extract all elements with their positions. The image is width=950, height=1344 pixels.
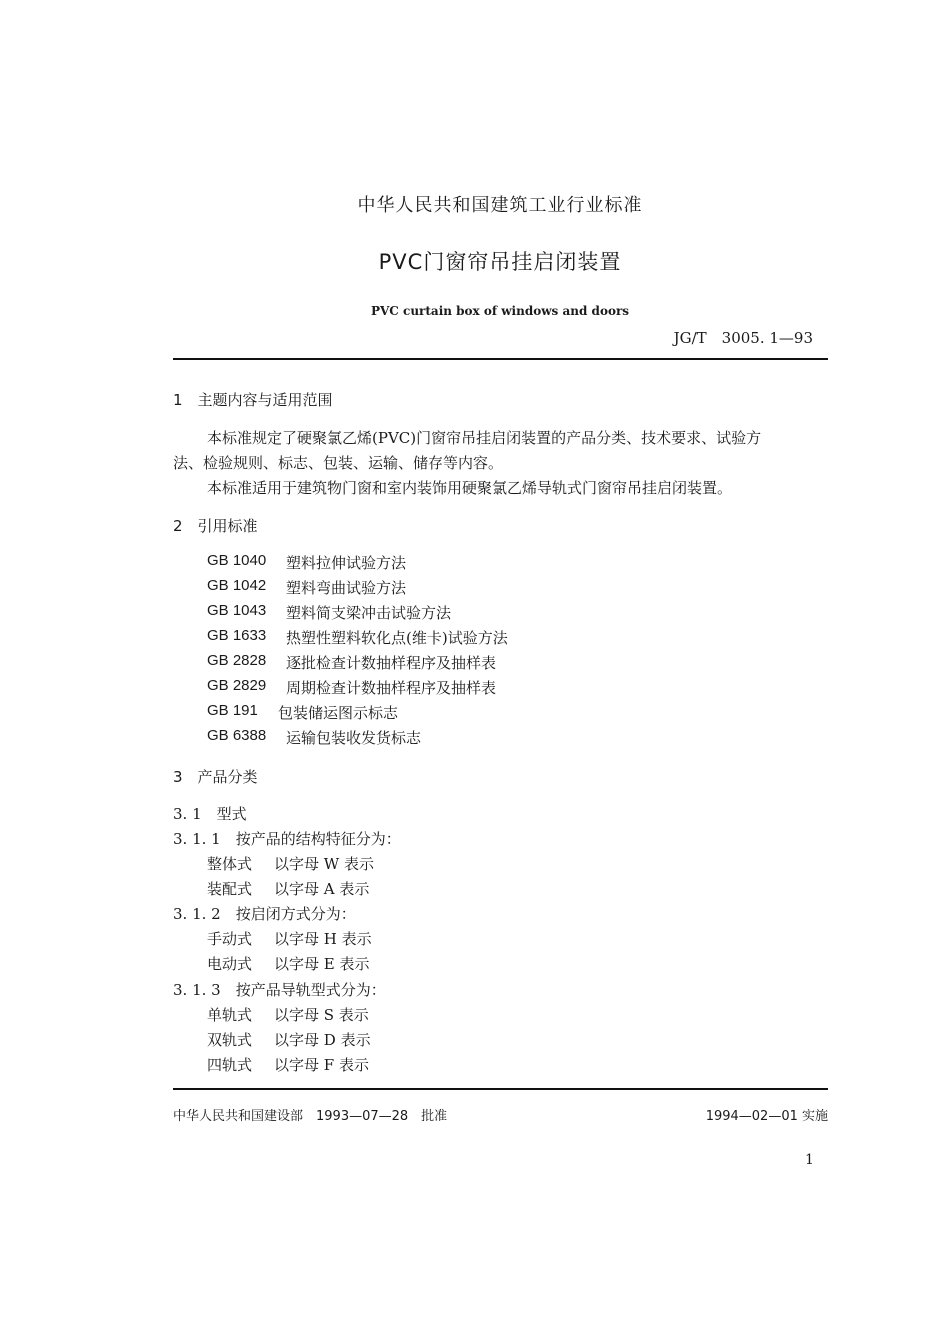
reference-code: GB 2829 <box>207 677 267 694</box>
reference-title: 塑料弯曲试验方法 <box>286 579 407 597</box>
reference-title: 周期检查计数抽样程序及抽样表 <box>286 679 497 697</box>
type-description: 以字母 A 表示 <box>274 880 370 898</box>
reference-item <box>207 577 607 597</box>
reference-item <box>207 677 607 697</box>
reference-item <box>207 702 607 722</box>
type-name: 装配式 <box>207 880 253 898</box>
document-title: PVC门窗帘吊挂启闭装置 <box>378 250 622 274</box>
type-name: 手动式 <box>207 930 253 948</box>
section-1-paragraph-2: 本标准适用于建筑物门窗和室内装饰用硬聚氯乙烯导轨式门窗帘吊挂启闭装置。 <box>207 479 733 497</box>
type-description: 以字母 H 表示 <box>274 930 372 948</box>
reference-code: GB 6388 <box>207 727 267 744</box>
reference-title: 塑料简支梁冲击试验方法 <box>286 604 452 622</box>
reference-code: GB 191 <box>207 702 258 719</box>
subsection-3-1: 3. 1 型式 <box>173 805 247 823</box>
approval-line: 中华人民共和国建设部 1993—07—28 批准 <box>173 1109 448 1124</box>
list-item <box>207 1029 507 1049</box>
reference-title: 包装储运图示标志 <box>278 704 399 722</box>
section-2-heading: 2 引用标准 <box>173 517 258 535</box>
type-name: 单轨式 <box>207 1006 253 1024</box>
type-description: 以字母 S 表示 <box>274 1006 369 1024</box>
org-standard-heading: 中华人民共和国建筑工业行业标准 <box>357 195 643 216</box>
type-name: 电动式 <box>207 955 253 973</box>
reference-code: GB 1633 <box>207 627 267 644</box>
reference-title: 逐批检查计数抽样程序及抽样表 <box>286 654 497 672</box>
list-item <box>207 953 507 973</box>
list-item <box>207 928 507 948</box>
reference-code: GB 1043 <box>207 602 267 619</box>
effective-date: 1994—02—01 实施 <box>705 1109 828 1124</box>
rail-type-list <box>207 1004 507 1079</box>
type-name: 双轨式 <box>207 1031 253 1049</box>
reference-item <box>207 652 607 672</box>
document-title-english: PVC curtain box of windows and doors <box>370 304 630 318</box>
reference-item <box>207 627 607 647</box>
reference-title: 运输包装收发货标志 <box>286 729 422 747</box>
reference-title: 热塑性塑料软化点(维卡)试验方法 <box>286 629 508 647</box>
reference-item <box>207 727 607 747</box>
list-item <box>207 853 507 873</box>
section-3-heading: 3 产品分类 <box>173 768 258 786</box>
section-1-paragraph-1-line-2: 法、检验规则、标志、包装、运输、储存等内容。 <box>173 454 504 472</box>
list-item <box>207 1054 507 1074</box>
type-description: 以字母 D 表示 <box>274 1031 371 1049</box>
type-name: 四轨式 <box>207 1056 253 1074</box>
reference-item <box>207 602 607 622</box>
type-description: 以字母 F 表示 <box>274 1056 369 1074</box>
list-item <box>207 878 507 898</box>
subsection-3-1-3: 3. 1. 3 按产品导轨型式分为： <box>173 981 386 999</box>
type-description: 以字母 W 表示 <box>274 855 374 873</box>
section-1-heading: 1 主题内容与适用范围 <box>173 391 333 409</box>
structure-type-list <box>207 853 507 903</box>
reference-list <box>207 552 607 752</box>
subsection-3-1-1: 3. 1. 1 按产品的结构特征分为： <box>173 830 401 848</box>
list-item <box>207 1004 507 1024</box>
type-name: 整体式 <box>207 855 253 873</box>
reference-code: GB 1042 <box>207 577 267 594</box>
footer-divider <box>173 1088 828 1090</box>
page-number: 1 <box>805 1152 814 1168</box>
reference-item <box>207 552 607 572</box>
reference-code: GB 1040 <box>207 552 267 569</box>
operation-type-list <box>207 928 507 978</box>
type-description: 以字母 E 表示 <box>274 955 370 973</box>
standard-code: JG/T 3005. 1—93 <box>673 329 813 347</box>
subsection-3-1-2: 3. 1. 2 按启闭方式分为： <box>173 905 356 923</box>
reference-title: 塑料拉伸试验方法 <box>286 554 407 572</box>
section-1-paragraph-1-line-1: 本标准规定了硬聚氯乙烯(PVC)门窗帘吊挂启闭装置的产品分类、技术要求、试验方 <box>207 429 762 447</box>
header-divider <box>173 358 828 360</box>
reference-code: GB 2828 <box>207 652 267 669</box>
